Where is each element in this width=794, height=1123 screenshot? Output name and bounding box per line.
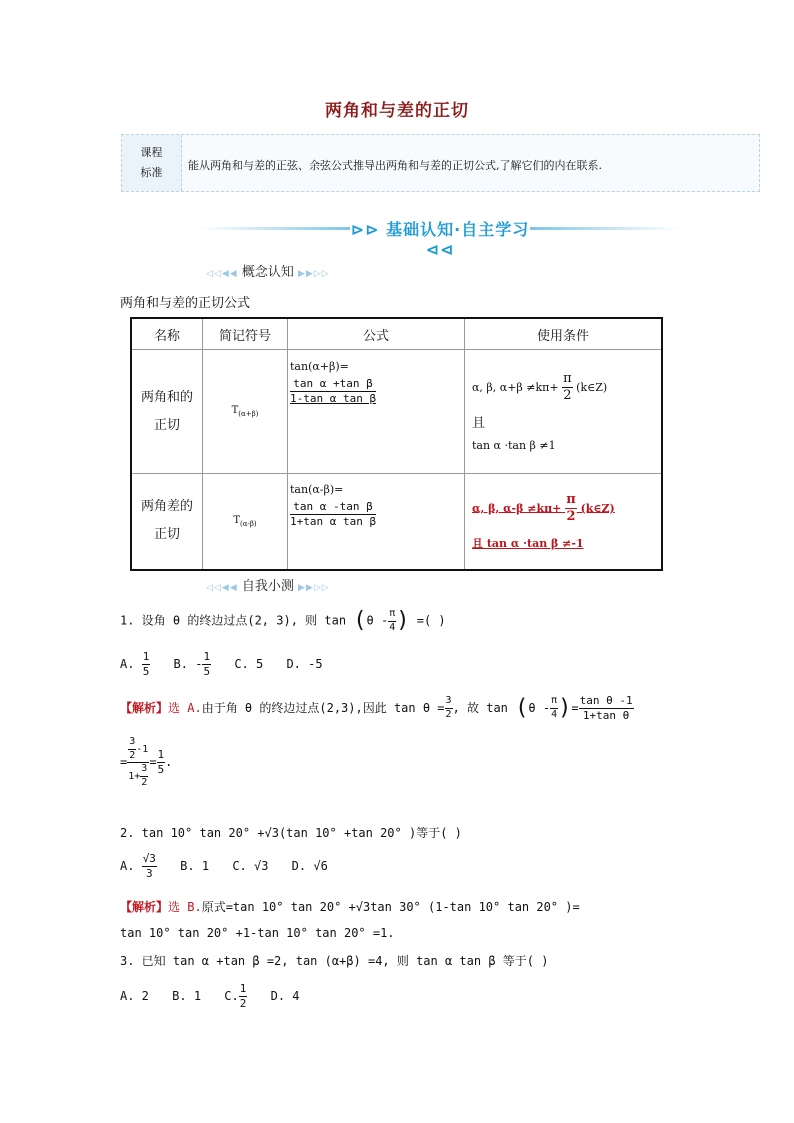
section-banner (336, 217, 544, 259)
page-title: 两角和与差的正切 (325, 101, 469, 121)
diff-name-l1: 两角差的 (140, 499, 193, 515)
q2-opt-d: D. √6 (291, 858, 328, 873)
diff-symbol: T (233, 514, 241, 526)
three-halves (140, 763, 148, 789)
num: 3 (128, 736, 136, 750)
eq: = (120, 755, 128, 769)
question-1 (120, 608, 446, 634)
q1-opt-a: A. (120, 656, 135, 671)
diff-cond-line1 (472, 492, 661, 526)
period: . (165, 755, 173, 769)
q3-opt-d: D. 4 (270, 988, 300, 1003)
den: 5 (142, 664, 150, 678)
paren-close: ) (396, 608, 410, 633)
q2-opt-c: C. √3 (232, 858, 269, 873)
q1-expl-pi4 (550, 695, 558, 721)
course-standard-box (121, 134, 760, 192)
table-row-diff (131, 474, 662, 570)
diff-formula-den: 1+tan α tan β (290, 514, 377, 528)
num: 1 (203, 650, 211, 663)
sum-cond-prefix: α, β, α+β ≠kπ+ (472, 380, 559, 394)
explanation-tag: 【解析】 (120, 900, 169, 914)
q1-opt-c: C. 5 (234, 656, 264, 671)
double-arrow-right-icon: ▶▶▷▷ (297, 583, 330, 593)
double-arrow-left-icon: ◁◁◀◀ (206, 269, 238, 279)
q1-expl-frac2 (579, 694, 634, 723)
q1-expl-a: 由于角 θ 的终边过点(2,3),因此 tan θ = (201, 700, 445, 715)
q1-expl-frac (445, 695, 453, 721)
sum-formula-cell (288, 350, 465, 474)
diff-cond-line2: 且 tan α ·tan β ≠-1 (472, 537, 584, 550)
den: 1+tan θ (582, 708, 630, 722)
sum-formula-fraction (290, 377, 376, 406)
pi: π (550, 695, 558, 709)
header-symbol: 简记符号 (203, 318, 288, 350)
banner-arrow-left-icon: ⊳⊳ (350, 220, 380, 239)
four: 4 (389, 621, 396, 633)
q1-expl-theta: θ - (528, 700, 551, 715)
question-3: 3. 已知 tan α +tan β =2, tan (α+β) =4, 则 tan α tan β 等于( ) (120, 954, 549, 968)
banner-rule-right (530, 227, 680, 230)
q3-opt-b: B. 1 (172, 988, 202, 1003)
sum-condition-cell (465, 350, 663, 474)
q1-theta: θ - (366, 613, 389, 628)
four: 4 (551, 708, 558, 720)
header-formula: 公式 (288, 318, 465, 350)
diff-formula-lhs: tan(α-β)= (290, 483, 344, 496)
concept-heading-label: 概念认知 (241, 265, 294, 280)
double-arrow-right-icon: ▶▶▷▷ (297, 269, 330, 279)
sum-cond-suffix: (k∈Z) (576, 380, 608, 394)
paren-open: ( (353, 608, 367, 633)
sum-name-cell (131, 350, 203, 474)
sum-cond-and: 且 (472, 416, 486, 432)
concept-heading (206, 261, 330, 280)
sum-symbol-cell (203, 350, 288, 474)
num: 1 (142, 650, 150, 663)
den: 2 (445, 708, 452, 720)
q1-explanation (120, 694, 634, 723)
diff-condition-cell (465, 474, 663, 570)
diff-cond-prefix: α, β, α-β ≠kπ+ (472, 501, 562, 515)
minus-one: -1 (136, 744, 149, 755)
pi: π (388, 608, 396, 622)
diff-formula-cell (288, 474, 465, 570)
num: tan θ -1 (579, 694, 633, 707)
q2-opt-b: B. 1 (180, 858, 210, 873)
banner-rule-left (200, 227, 350, 230)
self-test-heading (206, 575, 330, 594)
sum-cond-line3: tan α ·tan β ≠1 (472, 439, 556, 453)
banner-title: 基础认知·自主学习 (386, 220, 530, 239)
diff-formula-num: tan α -tan β (290, 500, 376, 515)
q1-expl-c: = (571, 700, 579, 715)
course-standard-text: 能从两角和与差的正弦、余弦公式推导出两角和与差的正切公式,了解它们的内在联系. (188, 159, 602, 172)
diff-name-cell (131, 474, 203, 570)
diff-symbol-cell (203, 474, 288, 570)
self-test-heading-label: 自我小测 (241, 579, 294, 594)
den: 5 (157, 763, 165, 776)
two: 2 (563, 388, 572, 403)
q1-compound-fraction (127, 736, 149, 789)
q2-opt-a-frac (142, 852, 157, 881)
q2-expl-a: 原式=tan 10° tan 20° +√3tan 30° (1-tan 10° tan 20° )= (201, 900, 580, 914)
formula-table (130, 317, 663, 571)
label-line2: 标准 (140, 166, 163, 179)
num: 3 (445, 695, 453, 709)
den: 5 (203, 664, 211, 678)
den: 2 (141, 776, 148, 788)
intro-text: 两角和与差的正切公式 (120, 296, 251, 311)
diff-cond-suffix: (k∈Z) (580, 501, 615, 515)
den: 2 (239, 996, 247, 1010)
num: 1 (157, 748, 165, 762)
q1-expl-b: , 故 tan (452, 700, 508, 715)
q2-options (120, 852, 328, 881)
pi-over-2-red (565, 492, 577, 526)
sum-symbol-sub: (α+β) (238, 410, 259, 418)
header-condition: 使用条件 (465, 318, 663, 350)
q2-choice: 选 B. (168, 900, 202, 914)
q3-opt-a: A. 2 (120, 988, 149, 1003)
paren-open: ( (515, 695, 529, 721)
diff-symbol-sub: (α-β) (240, 519, 257, 528)
num: 3 (140, 763, 148, 777)
den: 3 (146, 866, 153, 880)
diff-name-l2: 正切 (153, 527, 180, 543)
pi-symbol: π (565, 492, 577, 509)
diff-formula-fraction (290, 500, 376, 529)
q3-options (120, 982, 300, 1011)
sum-formula-num: tan α +tan β (290, 377, 376, 392)
double-arrow-left-icon: ◁◁◀◀ (206, 583, 238, 593)
sum-formula-den: 1-tan α tan β (290, 391, 377, 405)
one-plus: 1+ (128, 771, 141, 782)
q1-opt-b: B. - (173, 656, 203, 671)
q1-options (120, 650, 323, 679)
table-header-row (131, 318, 662, 350)
q3-opt-c-frac (239, 982, 248, 1011)
explanation-tag: 【解析】 (120, 700, 169, 715)
q2-explanation (120, 898, 580, 915)
num: 1 (239, 982, 247, 995)
q1-explanation-line2 (120, 736, 172, 789)
q1-result (157, 748, 166, 777)
q1-opt-a-frac (142, 650, 151, 679)
course-standard-label (122, 135, 182, 191)
sum-formula-lhs: tan(α+β)= (290, 360, 349, 373)
sum-symbol: T (231, 405, 239, 416)
q2-opt-a: A. (120, 858, 135, 873)
q1-opt-d: D. -5 (286, 656, 323, 671)
compound-num (127, 736, 149, 763)
sum-cond-line1 (472, 371, 661, 405)
q1-text-b: =( ) (416, 613, 446, 628)
q2-explanation-line2: tan 10° tan 20° +1-tan 10° tan 20° =1. (120, 926, 395, 940)
compound-den (127, 763, 149, 789)
eq2: = (149, 755, 157, 769)
num: √3 (142, 852, 156, 865)
pi-over-2 (562, 371, 573, 405)
banner-arrow-right-icon: ⊲⊲ (425, 240, 455, 259)
sum-name-l2: 正切 (153, 417, 180, 433)
pi-symbol: π (562, 371, 573, 388)
q1-text-a: 1. 设角 θ 的终边过点(2, 3), 则 tan (120, 613, 347, 628)
table-row-sum (131, 350, 662, 474)
paren-close: ) (558, 695, 572, 721)
sum-name-l1: 两角和的 (140, 389, 193, 405)
question-2: 2. tan 10° tan 20° +√3(tan 10° +tan 20° )等于( ) (120, 826, 462, 840)
two: 2 (566, 508, 576, 524)
label-line1: 课程 (140, 146, 163, 159)
q1-choice: 选 A. (168, 700, 202, 715)
den: 2 (129, 749, 136, 761)
q3-opt-c: C. (224, 988, 239, 1003)
q1-opt-b-frac (202, 650, 211, 679)
header-name: 名称 (131, 318, 203, 350)
